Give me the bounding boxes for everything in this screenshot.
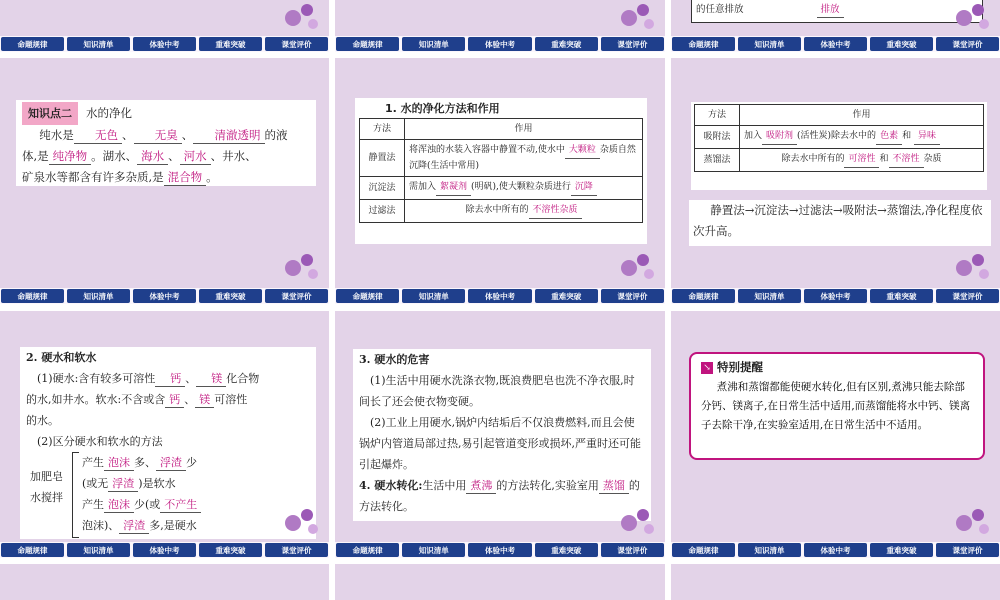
text: 和 xyxy=(879,154,889,164)
nav-difficulty[interactable]: 重难突破 xyxy=(535,289,598,303)
fill-blank: 色素 xyxy=(876,129,902,145)
fill-blank: 絮凝剂 xyxy=(436,180,471,196)
fill-blank: 沉降 xyxy=(571,180,597,196)
text: 的方法转化。 xyxy=(359,479,640,513)
reminder-box xyxy=(689,352,985,460)
text: 、 xyxy=(168,149,180,163)
fill-blank: 浮渣 xyxy=(156,455,186,471)
nav-bar xyxy=(0,288,329,304)
fill-blank: 不产生 xyxy=(160,497,201,513)
text: 产生 xyxy=(82,498,104,511)
nav-difficulty[interactable]: 重难突破 xyxy=(199,543,262,557)
nav-evaluation[interactable]: 课堂评价 xyxy=(601,37,664,51)
text: (或无 xyxy=(82,477,109,490)
nav-exam[interactable]: 体验中考 xyxy=(468,37,531,51)
text: 杂质自然沉降(生活中常用) xyxy=(409,145,636,171)
text: (活性炭)除去水中的 xyxy=(797,131,877,141)
slide-bottom-left xyxy=(0,564,329,600)
text: 。 xyxy=(206,170,218,184)
nav-evaluation[interactable]: 课堂评价 xyxy=(936,543,999,557)
text: 纯水是 xyxy=(39,128,74,142)
methods-card xyxy=(355,98,647,244)
nav-rules[interactable]: 命题规律 xyxy=(672,37,735,51)
fill-blank: 纯净物 xyxy=(49,149,92,165)
nav-evaluation[interactable]: 课堂评价 xyxy=(265,289,328,303)
text: 杂质 xyxy=(923,154,942,164)
effect-cell xyxy=(740,126,984,149)
text: 。湖水、 xyxy=(91,149,138,163)
nav-bar xyxy=(671,288,1000,304)
fill-blank: 钙 xyxy=(155,371,185,387)
effect-cell xyxy=(740,149,984,172)
swirl-decoration-icon xyxy=(609,0,659,40)
text: 、 xyxy=(122,128,134,142)
text: 多,是硬水 xyxy=(149,519,197,532)
slide-hard-water-harm xyxy=(335,311,665,558)
header-effect: 作用 xyxy=(740,105,984,126)
text: (2)区分硬水和软水的方法 xyxy=(37,435,163,448)
nav-exam[interactable]: 体验中考 xyxy=(468,289,531,303)
nav-rules[interactable]: 命题规律 xyxy=(672,289,735,303)
text: (明矾),使大颗粒杂质进行 xyxy=(471,182,571,192)
slide-purification-methods xyxy=(335,58,665,304)
fill-blank: 无臭 xyxy=(134,128,182,144)
text: 化合物 xyxy=(226,372,260,385)
fill-blank: 无色 xyxy=(74,128,122,144)
slide-hard-soft-water xyxy=(0,311,329,558)
order-note: 静置法→沉淀法→过滤法→吸附法→蒸馏法,净化程度依次升高。 xyxy=(689,200,991,246)
fill-blank: 不溶性 xyxy=(889,152,924,168)
effect-cell xyxy=(405,200,643,223)
swirl-decoration-icon xyxy=(944,0,994,40)
text: 产生 xyxy=(82,456,104,469)
nav-knowledge[interactable]: 知识清单 xyxy=(738,289,801,303)
table-row xyxy=(360,177,643,200)
text: 除去水中所有的 xyxy=(465,205,529,215)
nav-bar xyxy=(0,542,329,558)
text: 的水。 xyxy=(26,414,59,427)
nav-rules[interactable]: 命题规律 xyxy=(1,37,64,51)
table-row xyxy=(695,126,984,149)
text: 矿泉水等都含有许多杂质,是 xyxy=(22,170,164,184)
nav-evaluation[interactable]: 课堂评价 xyxy=(936,37,999,51)
soap-test xyxy=(26,452,310,536)
nav-rules[interactable]: 命题规律 xyxy=(336,543,399,557)
paragraph: (2)工业上用硬水,锅炉内结垢后不仅浪费燃料,而且会使锅炉内管道局部过热,易引起管道变形或损坏,严重时还可能引起爆炸。 xyxy=(359,416,641,471)
fill-blank: 大颗粒 xyxy=(565,143,600,159)
knowledge-tag: 知识点二 xyxy=(22,102,78,125)
soap-label: 加肥皂水搅拌 xyxy=(30,470,63,504)
nav-bar xyxy=(671,36,1000,52)
table-row xyxy=(360,200,643,223)
nav-rules[interactable]: 命题规律 xyxy=(1,289,64,303)
method-cell: 沉淀法 xyxy=(360,177,405,200)
swirl-decoration-icon xyxy=(273,250,323,290)
section-title: 2. 硬水和软水 xyxy=(26,351,97,364)
nav-knowledge[interactable]: 知识清单 xyxy=(402,37,465,51)
text: 的液 xyxy=(264,128,288,142)
method-cell: 蒸馏法 xyxy=(695,149,740,172)
fill-blank: 钙 xyxy=(165,392,184,408)
nav-rules[interactable]: 命题规律 xyxy=(336,289,399,303)
nav-knowledge[interactable]: 知识清单 xyxy=(738,37,801,51)
effect-cell xyxy=(405,177,643,200)
nav-difficulty[interactable]: 重难突破 xyxy=(199,289,262,303)
text: 和 xyxy=(902,131,912,141)
fill-blank: 清澈透明 xyxy=(193,128,264,144)
fill-blank: 泡沫 xyxy=(104,455,134,471)
slide-bottom-middle xyxy=(335,564,665,600)
method-cell: 吸附法 xyxy=(695,126,740,149)
swirl-decoration-icon xyxy=(944,250,994,290)
header-method: 方法 xyxy=(695,105,740,126)
fill-blank: 吸附剂 xyxy=(762,129,797,145)
methods-table-2 xyxy=(694,104,984,172)
table-fragment xyxy=(691,0,983,23)
fill-blank: 浮渣 xyxy=(119,518,149,534)
nav-bar xyxy=(335,542,665,558)
slide-top-middle xyxy=(335,0,665,52)
method-cell: 过滤法 xyxy=(360,200,405,223)
text: 泡沫)、 xyxy=(82,519,120,532)
nav-difficulty[interactable]: 重难突破 xyxy=(535,543,598,557)
section-title: 水的净化 xyxy=(86,106,132,120)
nav-difficulty[interactable]: 重难突破 xyxy=(870,289,933,303)
slide-bottom-right xyxy=(671,564,1000,600)
text: 除去水中所有的 xyxy=(781,154,845,164)
fill-blank: 可溶性 xyxy=(844,152,879,168)
text: )是软水 xyxy=(138,477,176,490)
paragraph: (1)生活中用硬水洗涤衣物,既浪费肥皂也洗不净衣服,时间长了还会使衣物变硬。 xyxy=(359,374,635,408)
text: 加入 xyxy=(744,131,763,141)
nav-evaluation[interactable]: 课堂评价 xyxy=(936,289,999,303)
slide-water-purification xyxy=(0,58,329,304)
text: 需加入 xyxy=(409,182,437,192)
text: 将浑浊的水装入容器中静置不动,使水中 xyxy=(409,145,565,155)
fill-blank: 异味 xyxy=(914,129,940,145)
hard-soft-card xyxy=(20,347,316,539)
methods-card-2 xyxy=(691,102,987,190)
text: 生活中用 xyxy=(422,479,467,492)
section-title: 3. 硬水的危害 xyxy=(359,353,430,366)
fill-blank: 浮渣 xyxy=(108,476,138,492)
section-title: 1. 水的净化方法和作用 xyxy=(385,102,500,115)
fill-blank: 不溶性杂质 xyxy=(529,203,582,219)
text: 少 xyxy=(186,456,197,469)
text: 、 xyxy=(185,372,197,385)
fragment-text: 的任意排放 xyxy=(696,4,744,15)
nav-knowledge[interactable]: 知识清单 xyxy=(67,37,130,51)
slide-top-right xyxy=(671,0,1000,52)
nav-bar xyxy=(0,36,329,52)
fill-blank: 混合物 xyxy=(164,170,207,186)
nav-difficulty[interactable]: 重难突破 xyxy=(199,37,262,51)
swirl-decoration-icon xyxy=(273,0,323,40)
fill-blank: 蒸馏 xyxy=(599,478,629,494)
fill-blank: 泡沫 xyxy=(104,497,134,513)
nav-knowledge[interactable]: 知识清单 xyxy=(67,543,130,557)
arrow-icon: ↘ xyxy=(701,362,713,374)
header-method: 方法 xyxy=(360,119,405,140)
text: 的方法转化,实验室用 xyxy=(496,479,599,492)
reminder-title: 特别提醒 xyxy=(717,360,763,374)
text: 4. 硬水转化: xyxy=(359,479,423,492)
effect-cell xyxy=(405,140,643,177)
fill-blank: 河水 xyxy=(180,149,211,165)
nav-exam[interactable]: 体验中考 xyxy=(133,543,196,557)
text: 少(或 xyxy=(134,498,161,511)
nav-knowledge[interactable]: 知识清单 xyxy=(402,289,465,303)
text: 、 xyxy=(181,128,194,142)
nav-exam[interactable]: 体验中考 xyxy=(804,37,867,51)
nav-difficulty[interactable]: 重难突破 xyxy=(870,543,933,557)
swirl-decoration-icon xyxy=(609,250,659,290)
nav-bar xyxy=(671,542,1000,558)
header-effect: 作用 xyxy=(405,119,643,140)
slide-purification-methods-2 xyxy=(671,58,1000,304)
fragment-fill: 排放 xyxy=(817,2,844,18)
brace xyxy=(72,452,79,538)
swirl-decoration-icon xyxy=(273,505,323,545)
nav-bar xyxy=(335,36,665,52)
harm-card xyxy=(353,349,651,521)
nav-evaluation[interactable]: 课堂评价 xyxy=(601,543,664,557)
table-row xyxy=(695,149,984,172)
nav-exam[interactable]: 体验中考 xyxy=(133,37,196,51)
nav-rules[interactable]: 命题规律 xyxy=(672,543,735,557)
nav-difficulty[interactable]: 重难突破 xyxy=(535,37,598,51)
slide-top-left xyxy=(0,0,329,52)
nav-exam[interactable]: 体验中考 xyxy=(804,543,867,557)
swirl-decoration-icon xyxy=(944,505,994,545)
nav-rules[interactable]: 命题规律 xyxy=(336,37,399,51)
text: 的水,如井水。软水:不含或含 xyxy=(26,393,166,406)
fill-blank: 镁 xyxy=(196,371,226,387)
text: 多、 xyxy=(134,456,156,469)
nav-evaluation[interactable]: 课堂评价 xyxy=(265,37,328,51)
text: 、井水、 xyxy=(210,149,257,163)
nav-rules[interactable]: 命题规律 xyxy=(1,543,64,557)
text: 可溶性 xyxy=(214,393,248,406)
nav-exam[interactable]: 体验中考 xyxy=(804,289,867,303)
text: 体,是 xyxy=(22,149,49,163)
fill-blank: 镁 xyxy=(195,392,214,408)
nav-evaluation[interactable]: 课堂评价 xyxy=(265,543,328,557)
nav-evaluation[interactable]: 课堂评价 xyxy=(601,289,664,303)
swirl-decoration-icon xyxy=(609,505,659,545)
text: 、 xyxy=(184,393,196,406)
table-row xyxy=(360,140,643,177)
nav-exam[interactable]: 体验中考 xyxy=(468,543,531,557)
nav-knowledge[interactable]: 知识清单 xyxy=(402,543,465,557)
nav-difficulty[interactable]: 重难突破 xyxy=(870,37,933,51)
fill-blank: 煮沸 xyxy=(466,478,496,494)
text: (1)硬水:含有较多可溶性 xyxy=(37,372,156,385)
knowledge-card xyxy=(16,100,316,186)
nav-bar xyxy=(335,288,665,304)
nav-knowledge[interactable]: 知识清单 xyxy=(738,543,801,557)
methods-table xyxy=(359,118,643,223)
reminder-body: 煮沸和蒸馏都能使硬水转化,但有区别,煮沸只能去除部分钙、镁离子,在日常生活中适用,而蒸馏能将水中钙、镁离子去除干净,在实验室适用,在日常生活中不适用。 xyxy=(701,381,971,431)
method-cell: 静置法 xyxy=(360,140,405,177)
nav-knowledge[interactable]: 知识清单 xyxy=(67,289,130,303)
nav-exam[interactable]: 体验中考 xyxy=(133,289,196,303)
fill-blank: 海水 xyxy=(137,149,168,165)
